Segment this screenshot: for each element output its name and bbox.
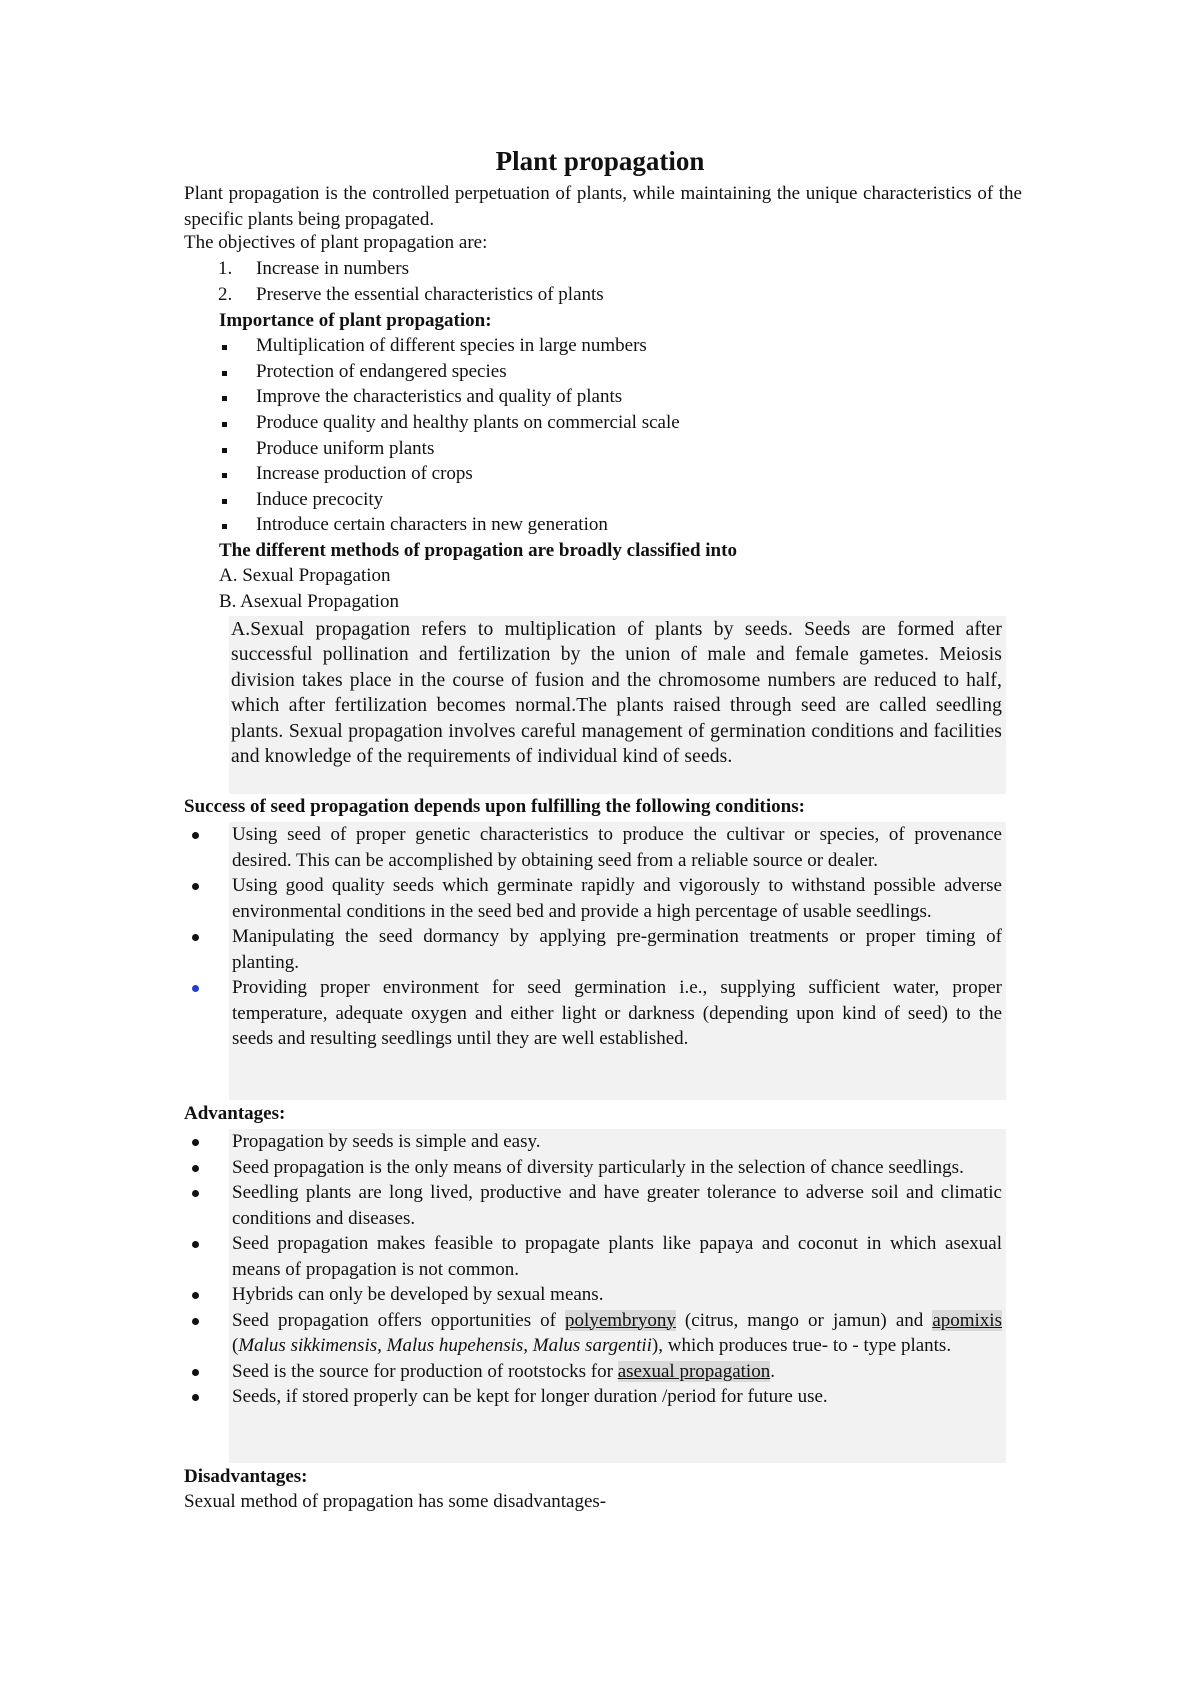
bullet-icon [192,985,199,992]
square-bullet-icon [222,448,227,453]
apomixis-link[interactable]: apomixis [932,1309,1002,1331]
list-item-text: Propagation by seeds is simple and easy. [232,1131,541,1152]
list-item-text: (citrus, mango or jamun) and [675,1309,933,1331]
list-item-text: ), which produces true- to - type plants. [651,1335,952,1356]
objective-text: Preserve the essential characteristics of plants [256,284,604,305]
list-item [232,1129,1002,1155]
list-item-text: ( [232,1335,239,1356]
list-item [232,924,1002,975]
list-item-text: Manipulating the seed dormancy by applying pre-germination treatments or proper timing of planting. [232,926,1002,973]
list-item [232,1180,1002,1231]
page-title: Plant propagation [495,146,705,176]
bullet-icon [192,934,199,941]
methods-heading: The different methods of propagation are broadly classified into [219,540,737,561]
list-item-text: Using good quality seeds which germinate rapidly and vigorously to withstand possible adverse environmental conditions in the seed bed and provide a high percentage of usable seedlings. [232,875,1002,922]
square-bullet-icon [222,499,227,504]
importance-text: Produce quality and healthy plants on commercial scale [256,412,680,433]
method-item: B. Asexual Propagation [219,591,399,612]
sexual-propagation-paragraph: A.Sexual propagation refers to multiplication of plants by seeds. Seeds are formed after successful pollination and fertilization by the union of male and female gametes. Meiosis division takes place in the course of fusion and the chromosome numbers are reduced to half, which after fertilization becomes normal.The plants raised through seed are called seedling plants. Sexual propagation involves careful management of germination conditions and facilities and knowledge of the requirements of individual kind of seeds. [231,619,1002,768]
advantages-list [232,1129,1002,1410]
list-item [232,1155,1002,1181]
list-item [232,873,1002,924]
species-names: Malus sikkimensis, Malus hupehensis, Malus sargentii [238,1335,652,1356]
list-item [232,1359,1002,1385]
bullet-icon [192,1394,199,1401]
list-item [232,1308,1002,1359]
importance-text: Multiplication of different species in large numbers [256,335,647,356]
intro-paragraph: Plant propagation is the controlled perpetuation of plants, while maintaining the unique characteristics of the specific plants being propagated. [184,183,1022,230]
list-item [232,1384,1002,1410]
list-item [232,975,1002,1052]
importance-text: Increase production of crops [256,463,473,484]
objective-number: 2. [218,284,233,305]
list-item [232,1282,1002,1308]
polyembryony-link[interactable]: polyembryony [565,1309,676,1331]
square-bullet-icon [222,473,227,478]
bullet-icon [192,883,199,890]
bullet-icon [192,1190,199,1197]
list-item-text: Seed is the source for production of rootstocks for [232,1360,618,1382]
bullet-icon [192,832,199,839]
importance-heading: Importance of plant propagation: [219,310,492,331]
importance-text: Produce uniform plants [256,438,435,459]
success-heading: Success of seed propagation depends upon fulfilling the following conditions: [184,796,805,817]
bullet-icon [192,1292,199,1299]
list-item-text: Seed propagation is the only means of diversity particularly in the selection of chance seedlings. [232,1156,964,1178]
list-item-text: Providing proper environment for seed germination i.e., supplying sufficient water, proper temperature, adequate oxygen and either light or darkness (depending upon kind of seed) to the seeds and resulting seedlings until they are well established. [232,977,1002,1049]
bullet-icon [192,1139,199,1146]
importance-text: Improve the characteristics and quality of plants [256,386,623,407]
square-bullet-icon [222,371,227,376]
objective-text: Increase in numbers [256,258,409,279]
importance-text: Protection of endangered species [256,361,507,382]
advantages-heading: Advantages: [184,1103,286,1124]
success-list [232,822,1002,1052]
square-bullet-icon [222,422,227,427]
list-item [232,1231,1002,1282]
list-item-text: Seed propagation offers opportunities of [232,1309,566,1331]
list-item [232,822,1002,873]
bullet-icon [192,1318,199,1325]
bullet-icon [192,1369,199,1376]
objective-number: 1. [218,258,233,279]
list-item-text: Seeds, if stored properly can be kept for longer duration /period for future use. [232,1386,828,1407]
square-bullet-icon [222,345,227,350]
square-bullet-icon [222,524,227,529]
importance-text: Induce precocity [256,489,384,510]
list-item-text: Seedling plants are long lived, productive and have greater tolerance to adverse soil and climatic conditions and diseases. [232,1182,1002,1229]
square-bullet-icon [222,396,227,401]
list-item-text: Hybrids can only be developed by sexual means. [232,1284,604,1305]
asexual-propagation-link[interactable]: asexual propagation [617,1360,771,1382]
disadvantages-heading: Disadvantages: [184,1466,308,1487]
list-item-text: . [770,1360,775,1382]
bullet-icon [192,1165,199,1172]
list-item-text: Using seed of proper genetic characteristics to produce the cultivar or species, of provenance desired. This can be accomplished by obtaining seed from a reliable source or dealer. [232,824,1002,871]
list-item-text: Seed propagation makes feasible to propagate plants like papaya and coconut in which asexual means of propagation is not common. [232,1233,1002,1280]
importance-text: Introduce certain characters in new generation [256,514,608,535]
bullet-icon [192,1241,199,1248]
method-item: A. Sexual Propagation [219,565,391,586]
objectives-heading: The objectives of plant propagation are: [184,232,488,253]
disadvantages-intro: Sexual method of propagation has some disadvantages- [184,1491,607,1512]
